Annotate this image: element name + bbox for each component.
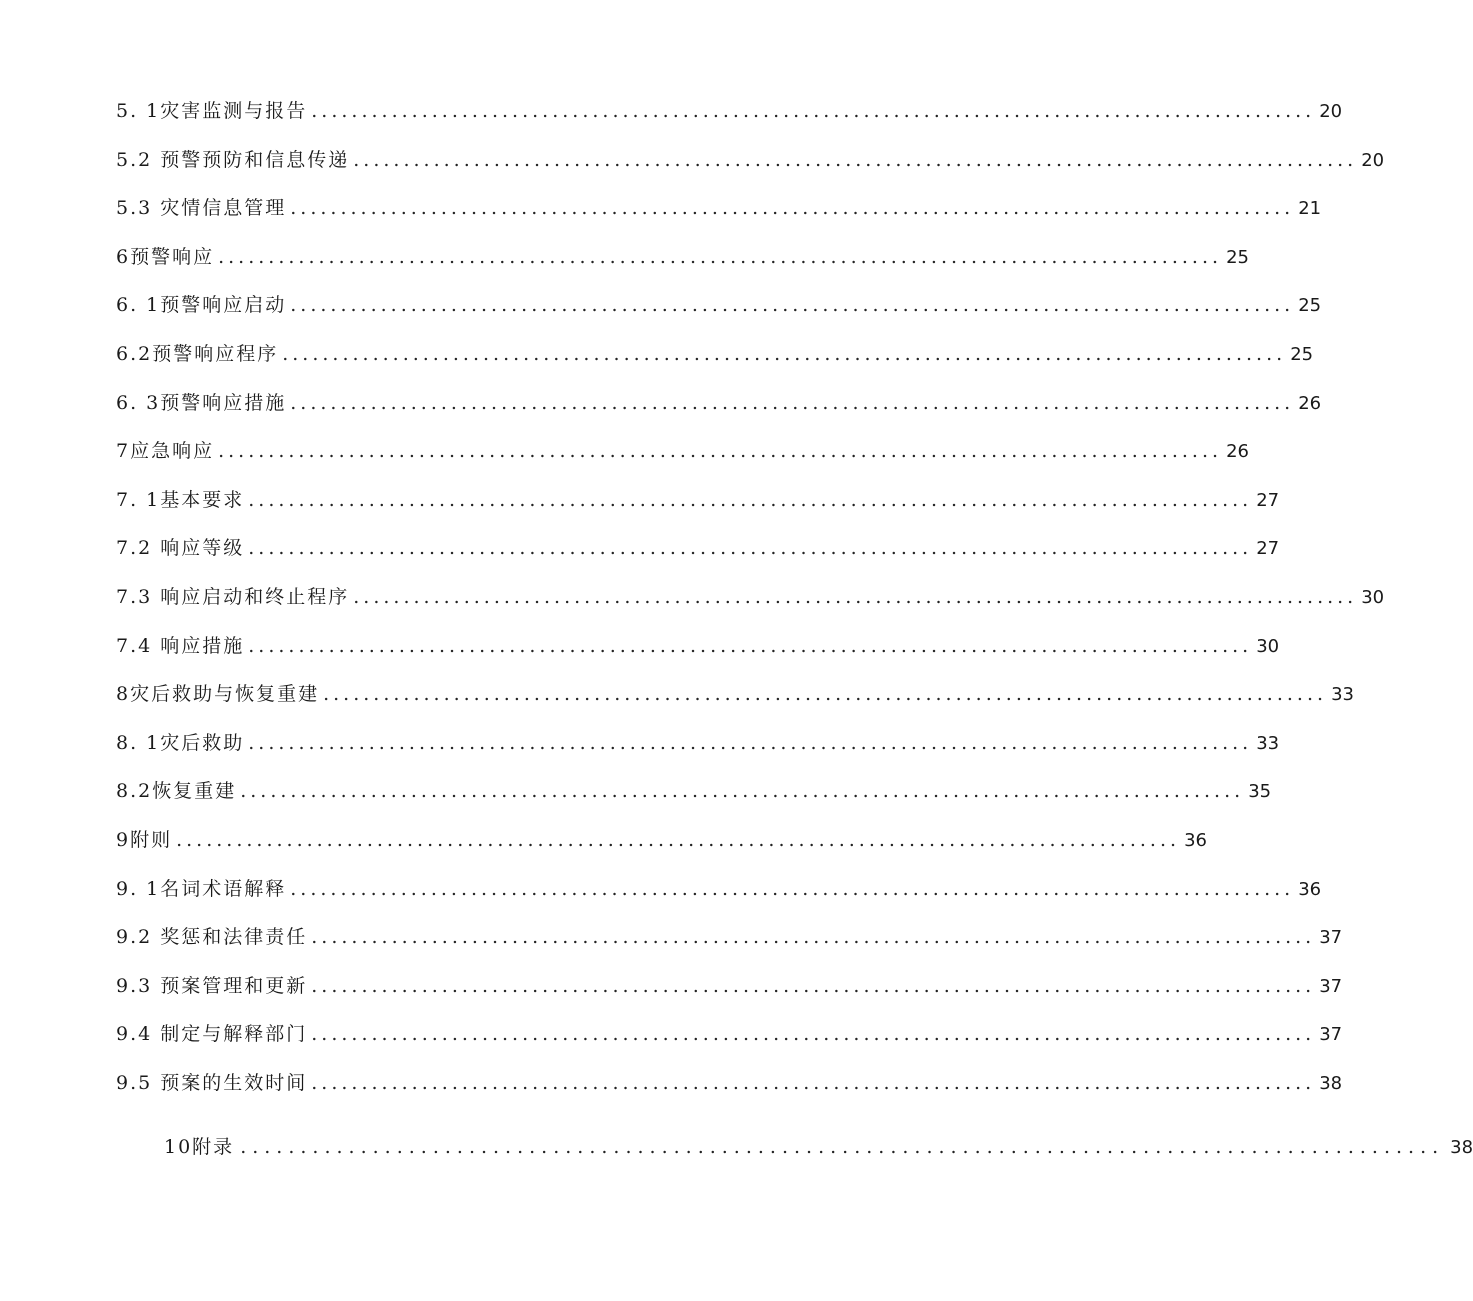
- toc-page-number: 27: [1256, 489, 1280, 511]
- toc-entry-7-1[interactable]: [116, 485, 1280, 534]
- table-of-contents: [116, 96, 1385, 1116]
- toc-entry-title: 6.2预警响应程序: [116, 342, 279, 365]
- toc-page-number: 37: [1319, 975, 1343, 997]
- toc-page-number: 21: [1298, 198, 1322, 220]
- toc-entry-6[interactable]: [116, 242, 1249, 291]
- toc-entry-title: 9.4 制定与解释部门: [116, 1023, 308, 1046]
- toc-entry-7-4[interactable]: [116, 631, 1280, 680]
- toc-leader-dots: ....................................................................................................: [290, 877, 1295, 900]
- toc-leader-dots: ....................................................................................................: [311, 974, 1316, 997]
- toc-entry-title: 10附录: [164, 1136, 235, 1158]
- toc-page-number: 20: [1319, 101, 1343, 122]
- toc-entry-8[interactable]: [116, 679, 1354, 728]
- toc-page-number: 27: [1256, 538, 1280, 560]
- toc-page-number: 33: [1331, 684, 1354, 706]
- toc-page-number: 26: [1298, 392, 1322, 414]
- toc-leader-dots: ....................................................................................................: [282, 342, 1287, 365]
- toc-page-number: 38: [1450, 1137, 1473, 1158]
- toc-leader-dots: ....................................................................................................: [311, 1023, 1316, 1046]
- toc-entry-6-2[interactable]: [116, 339, 1314, 388]
- toc-page-number: 35: [1248, 781, 1272, 803]
- toc-leader-dots: ....................................................................................................: [290, 294, 1295, 317]
- toc-page-number: 25: [1226, 246, 1249, 268]
- toc-page-number: 30: [1256, 635, 1280, 657]
- toc-page-number: 30: [1361, 586, 1385, 608]
- toc-entry-9-4[interactable]: [116, 1019, 1343, 1068]
- toc-page-number: 37: [1319, 927, 1343, 949]
- toc-entry-title: 9.3 预案管理和更新: [116, 974, 308, 997]
- toc-entry-9[interactable]: [116, 825, 1207, 874]
- toc-entry-10[interactable]: [164, 1132, 1473, 1159]
- toc-leader-dots: ....................................................................................................: [323, 683, 1328, 706]
- toc-leader-dots: ....................................................................................................: [311, 100, 1316, 122]
- toc-page-number: 20: [1361, 149, 1385, 171]
- toc-entry-title: 9.2 奖惩和法律责任: [116, 926, 308, 949]
- toc-page-number: 26: [1226, 441, 1249, 463]
- toc-leader-dots: ....................................................................................................: [240, 780, 1245, 803]
- toc-entry-5-3[interactable]: [116, 193, 1322, 242]
- toc-entry-9-5[interactable]: [116, 1068, 1343, 1117]
- toc-leader-dots: ....................................................................................................: [218, 440, 1223, 463]
- toc-page-number: 25: [1298, 295, 1322, 317]
- toc-entry-title: 7. 1基本要求: [116, 488, 245, 511]
- toc-leader-dots: ....................................................................................................: [218, 245, 1223, 268]
- toc-entry-title: 6. 1预警响应启动: [116, 294, 287, 317]
- toc-leader-dots: ....................................................................................................: [353, 585, 1358, 608]
- toc-leader-dots: ....................................................................................................: [240, 1136, 1445, 1158]
- toc-leader-dots: ....................................................................................................: [248, 537, 1253, 560]
- toc-entry-title: 5.3 灾情信息管理: [116, 197, 287, 220]
- toc-entry-5-1[interactable]: [116, 96, 1343, 145]
- toc-entry-title: 7.4 响应措施: [116, 634, 245, 657]
- toc-entry-6-3[interactable]: [116, 388, 1322, 437]
- toc-entry-7[interactable]: [116, 436, 1249, 485]
- toc-entry-8-2[interactable]: [116, 776, 1272, 825]
- toc-entry-5-2[interactable]: [116, 145, 1385, 194]
- toc-entry-title: 7应急响应: [116, 440, 215, 463]
- toc-entry-title: 8. 1灾后救助: [116, 731, 245, 754]
- toc-entry-title: 8.2恢复重建: [116, 780, 237, 803]
- toc-entry-9-3[interactable]: [116, 971, 1343, 1020]
- toc-leader-dots: ....................................................................................................: [248, 731, 1253, 754]
- toc-entry-title: 8灾后救助与恢复重建: [116, 683, 320, 706]
- toc-entry-title: 6. 3预警响应措施: [116, 391, 287, 414]
- toc-page-number: 37: [1319, 1024, 1343, 1046]
- toc-entry-title: 6预警响应: [116, 245, 215, 268]
- toc-entry-6-1[interactable]: [116, 290, 1322, 339]
- toc-page-number: 38: [1319, 1072, 1343, 1094]
- toc-page-number: 33: [1256, 732, 1280, 754]
- toc-entry-title: 9.5 预案的生效时间: [116, 1071, 308, 1094]
- toc-page-number: 25: [1290, 343, 1314, 365]
- toc-entry-8-1[interactable]: [116, 728, 1280, 777]
- toc-leader-dots: ....................................................................................................: [176, 828, 1181, 851]
- toc-entry-title: 9附则: [116, 828, 173, 851]
- toc-entry-7-3[interactable]: [116, 582, 1385, 631]
- toc-entry-title: 5.2 预警预防和信息传递: [116, 148, 350, 171]
- toc-entry-9-2[interactable]: [116, 922, 1343, 971]
- toc-leader-dots: ....................................................................................................: [311, 926, 1316, 949]
- toc-entry-title: 9. 1名词术语解释: [116, 877, 287, 900]
- toc-leader-dots: ....................................................................................................: [248, 634, 1253, 657]
- toc-leader-dots: ....................................................................................................: [248, 488, 1253, 511]
- toc-leader-dots: ....................................................................................................: [353, 148, 1358, 171]
- toc-leader-dots: ....................................................................................................: [290, 391, 1295, 414]
- toc-entry-title: 7.2 响应等级: [116, 537, 245, 560]
- toc-page-number: 36: [1298, 878, 1322, 900]
- toc-entry-7-2[interactable]: [116, 533, 1280, 582]
- toc-entry-title: 5. 1灾害监测与报告: [116, 100, 308, 122]
- toc-entry-9-1[interactable]: [116, 874, 1322, 923]
- toc-leader-dots: ....................................................................................................: [311, 1071, 1316, 1094]
- toc-page-number: 36: [1184, 829, 1207, 851]
- toc-entry-title: 7.3 响应启动和终止程序: [116, 585, 350, 608]
- toc-leader-dots: ....................................................................................................: [290, 197, 1295, 220]
